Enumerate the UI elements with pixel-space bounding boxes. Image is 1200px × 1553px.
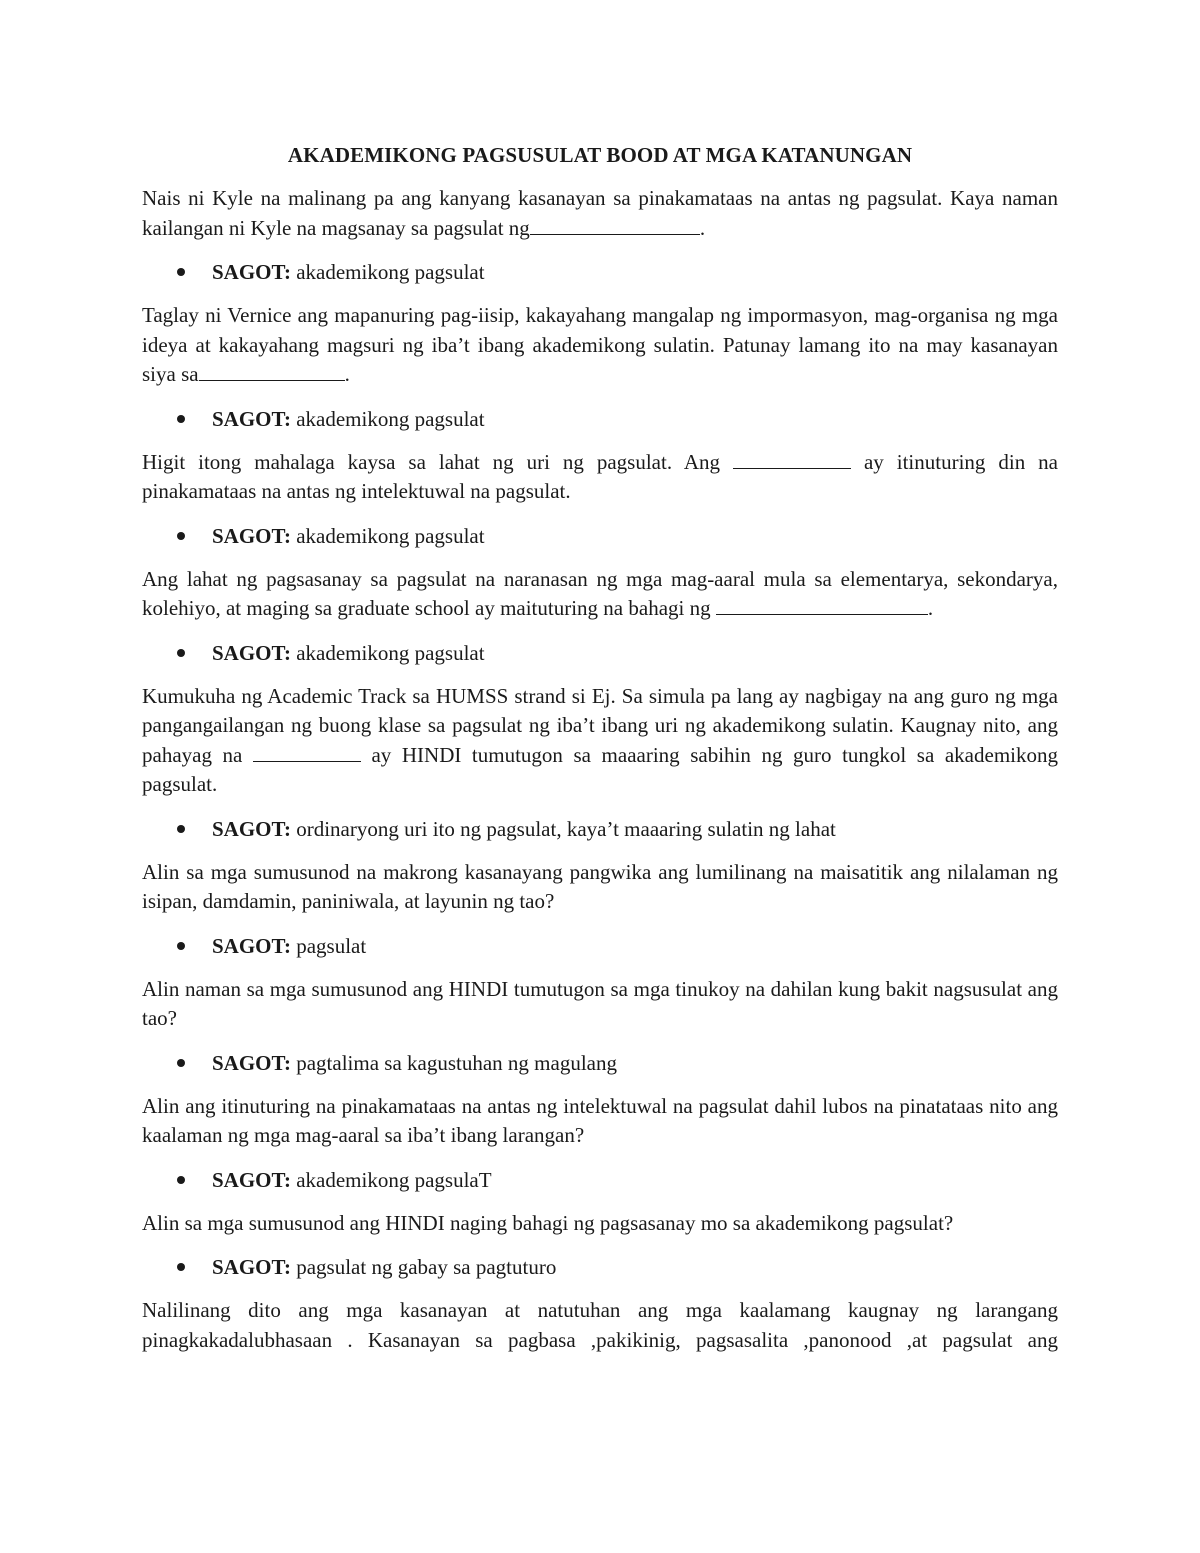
question-text: ay HINDI tumutugon sa maaaring sabihin ng guro tungkol sa akademikong pagsulat. [142,742,1058,796]
answer-5 [142,814,1058,844]
question-text: Alin naman sa mga sumusunod ang HINDI tumutugon sa mga tinukoy na dahilan kung bakit nagsusulat ang tao? [142,976,1058,1030]
question-6 [142,858,1058,917]
bullet-icon [177,1059,185,1067]
question-9 [142,1209,1058,1239]
bullet-icon [177,532,185,540]
answer-4 [142,638,1058,668]
bullet-icon [177,1263,185,1271]
bullet-icon [177,415,185,423]
question-text: . [927,596,934,620]
answer-2 [142,404,1058,434]
document-title: AKADEMIKONG PAGSUSULAT BOOD AT MGA KATANUNGAN [287,143,913,167]
answer-text: pagsulat [296,933,367,958]
question-text: Taglay ni Vernice ang mapanuring pag-iisip, kakayahang mangalap ng impormasyon, mag-organisa ng mga ideya at kakayahang magsuri ng iba’t ibang akademikong sulatin. Patunay lamang ito na may kasanayan siya sa [142,303,1058,386]
question-text: Nais ni Kyle na malinang pa ang kanyang kasanayan sa pinakamataas na antas ng pagsulat. Kaya naman kailangan ni Kyle na magsanay sa pagsulat ng [142,186,1058,240]
answer-text: ordinaryong uri ito ng pagsulat, kaya’t maaaring sulatin ng lahat [296,816,836,841]
answer-blank [199,361,345,381]
answer-text: akademikong pagsulat [296,260,485,284]
answer-text: akademikong pagsulat [296,523,485,548]
answer-label: SAGOT: [212,523,291,548]
bullet-icon [177,942,185,950]
answer-8 [142,1165,1058,1195]
answer-text: pagsulat ng gabay sa pagtuturo [296,1255,557,1279]
question-text: ay itinuturing din na pinakamataas na antas ng intelektuwal na pagsulat. [142,449,1058,503]
question-4 [142,565,1058,624]
answer-blank [716,595,928,615]
answer-label: SAGOT: [212,1167,291,1192]
question-text: Alin sa mga sumusunod ang HINDI naging bahagi ng pagsasanay mo sa akademikong pagsulat? [142,1210,954,1235]
question-8 [142,1092,1058,1151]
answer-text: akademikong pagsulaT [296,1167,492,1192]
bullet-icon [177,1176,185,1184]
answer-1 [142,257,1058,287]
question-3 [142,448,1058,507]
bullet-icon [177,268,185,276]
question-5 [142,682,1058,800]
answer-text: akademikong pagsulat [296,640,485,665]
answer-6 [142,931,1058,961]
question-text: . [699,215,706,240]
answer-label: SAGOT: [212,1255,291,1279]
question-1 [142,184,1058,243]
answer-blank [733,449,851,469]
answer-7 [142,1048,1058,1078]
document-page [142,140,1058,1369]
bullet-icon [177,825,185,833]
answer-blank [253,742,361,762]
answer-9 [142,1252,1058,1282]
question-10 [142,1296,1058,1355]
answer-label: SAGOT: [212,1050,291,1075]
answer-text: akademikong pagsulat [296,406,485,431]
bullet-icon [177,649,185,657]
question-text: Higit itong mahalaga kaysa sa lahat ng uri ng pagsulat. Ang [142,449,734,474]
question-text: Nalilinang dito ang mga kasanayan at natutuhan ang mga kaalamang kaugnay ng larangang pinagkakadalubhasaan . Kasanayan sa pagbasa ,pakikinig, pagsasalita ,panonood ,at pagsulat ang [142,1298,1058,1352]
question-7 [142,975,1058,1034]
answer-label: SAGOT: [212,816,291,841]
answer-blank [530,215,700,235]
question-text: Alin sa mga sumusunod na makrong kasanayang pangwika ang lumilinang na maisatitik ang nilalaman ng isipan, damdamin, paniniwala, at layunin ng tao? [142,859,1058,913]
answer-label: SAGOT: [212,260,291,284]
answer-label: SAGOT: [212,640,291,665]
question-text: Ang lahat ng pagsasanay sa pagsulat na naranasan ng mga mag-aaral mula sa elementarya, sekondarya, kolehiyo, at maging sa graduate school ay maituturing na bahagi ng [142,566,1058,620]
question-text: Kumukuha ng Academic Track sa HUMSS strand si Ej. Sa simula pa lang ay nagbigay na ang guro ng mga pangangailangan ng buong klase sa pagsulat ng iba’t ibang uri ng akademikong sulatin. Kaugnay nito, ang pahayag na [142,683,1058,767]
question-text: Alin ang itinuturing na pinakamataas na antas ng intelektuwal na pagsulat dahil lubos na pinatataas nito ang kaalaman ng mga mag-aaral sa iba’t ibang larangan? [142,1093,1058,1147]
answer-label: SAGOT: [212,406,291,431]
question-text: . [344,362,350,386]
answer-text: pagtalima sa kagustuhan ng magulang [296,1050,617,1075]
answer-3 [142,521,1058,551]
answer-label: SAGOT: [212,933,291,958]
question-2 [142,301,1058,390]
